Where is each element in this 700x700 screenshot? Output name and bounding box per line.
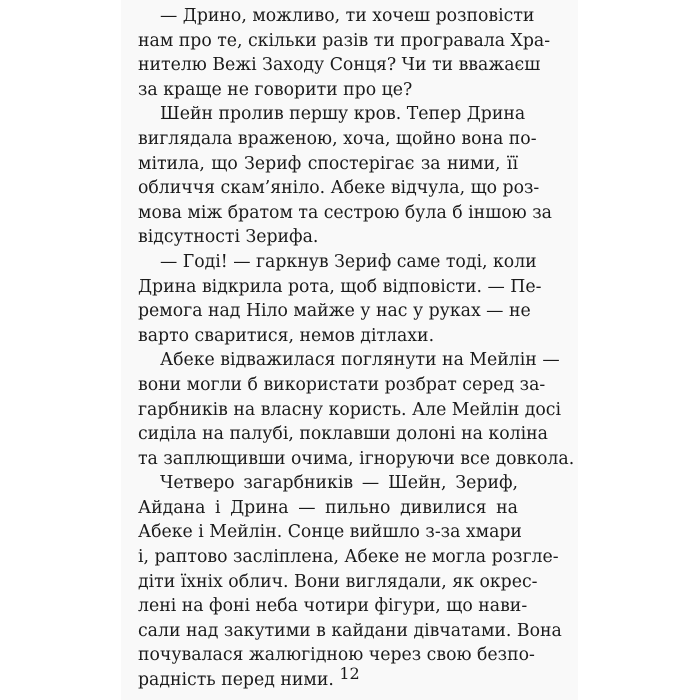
page-number: 12 xyxy=(339,664,360,683)
text-line: Абеке і Мейлін. Сонце вийшло з-за хмари xyxy=(138,522,522,543)
text-line: сали над закутими в кайдани дівчатами. Вона xyxy=(138,620,562,641)
text-line: варто сваритися, немов дітлахи. xyxy=(138,325,435,346)
text-line: сиділа на палубі, поклавши долоні на коліна xyxy=(138,424,548,445)
text-line: — Годі! — гаркнув Зериф саме тоді, коли xyxy=(160,251,537,272)
text-line: лені на фоні неба чотири фігури, що нави- xyxy=(138,596,528,617)
text-line: нам про те, скільки разів ти програвала Хра- xyxy=(138,30,551,51)
book-page xyxy=(121,0,578,700)
text-line: і, раптово засліплена, Абеке не могла розгле- xyxy=(138,547,559,568)
text-line: мова між братом та сестрою була б іншою за xyxy=(138,202,552,223)
text-line: Четверо загарбників — Шейн, Зериф, xyxy=(160,473,518,494)
text-line: Дрина відкрила рота, щоб відповісти. — Пе- xyxy=(138,276,542,297)
text-line: обличчя скам’яніло. Абеке відчула, що роз- xyxy=(138,178,540,199)
text-line: Айдана і Дрина — пильно дивилися на xyxy=(138,497,518,518)
text-line: гарбників на власну користь. Але Мейлін досі xyxy=(138,399,562,420)
text-line: радність перед ними. xyxy=(138,670,334,691)
text-line: ремога над Ніло майже у нас у руках — не xyxy=(138,301,531,322)
text-line: нителю Вежі Заходу Сонця? Чи ти вважаєш xyxy=(138,55,541,76)
text-line: та заплющивши очима, ігноруючи все довкола. xyxy=(138,448,575,469)
text-line: вони могли б використати розбрат серед за- xyxy=(138,374,546,395)
text-line: почувалася жалюгідною через свою безпо- xyxy=(138,645,535,666)
text-line: виглядала враженою, хоча, щойно вона по- xyxy=(138,128,537,149)
text-line: відсутності Зерифа. xyxy=(138,227,319,248)
text-line: діти їхніх облич. Вони виглядали, як окрес- xyxy=(138,571,538,592)
text-line: Шейн пролив першу кров. Тепер Дрина xyxy=(160,104,526,125)
page-text xyxy=(138,4,575,693)
text-line: за краще не говорити про це? xyxy=(138,79,413,100)
text-line: Абеке відважилася поглянути на Мейлін — xyxy=(160,350,560,371)
text-line: мітила, що Зериф спостерігає за ними, її xyxy=(138,153,518,174)
text-line: — Дрино, можливо, ти хочеш розповісти xyxy=(160,6,535,26)
